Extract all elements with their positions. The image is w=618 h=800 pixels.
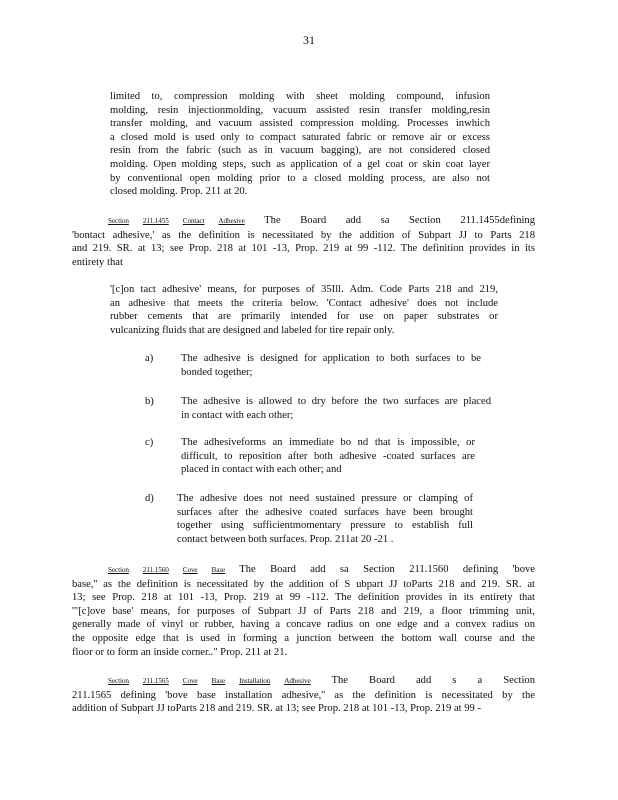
section-first-line bbox=[72, 674, 535, 689]
section-cove-base bbox=[72, 563, 535, 659]
item-letter: c) bbox=[145, 437, 154, 448]
item-letter: b) bbox=[145, 396, 154, 407]
item-letter: d) bbox=[145, 493, 154, 504]
quote-line: rubber cements that are primarily intended for use on paper substrates or bbox=[110, 311, 498, 323]
section-contact-adhesive bbox=[72, 214, 535, 269]
section-cove-base-installation bbox=[72, 674, 535, 716]
quote-line: an adhesive that meets the criteria below. 'Contact adhesive' does not include bbox=[110, 297, 498, 309]
body-line: 13; see Prop. 218 at 101 -13, Prop. 219 at 99 -112. The definition provides in its entirety that bbox=[72, 592, 535, 604]
section-heading: Section 211.1455 Contact Adhesive bbox=[108, 217, 245, 225]
quote-line: by conventional open molding prior to a closed molding process, are also not bbox=[110, 172, 490, 184]
item-text: The adhesive is allowed to dry before the two surfaces are placed in contact with each other; bbox=[181, 396, 491, 421]
quote-line: molding, resin injectionmolding, vacuum assisted resin transfer molding,resin bbox=[110, 104, 490, 116]
item-text: The adhesive does not need sustained pressure or clamping of surfaces after the adhesive coated surfaces have been brought together using sufficientmomentary pressure to establish full contact between both surfaces. Prop. 211at 20 -21 . bbox=[177, 493, 473, 545]
body-line: 211.1565 defining 'bove base installation adhesive,'' as the definition is necessitated by the bbox=[72, 689, 535, 701]
quote-line: vulcanizing fluids that are designed and labeled for tire repair only. bbox=[110, 324, 395, 336]
quote-line: molding. Open molding steps, such as application of a gel coat or skin coat layer bbox=[110, 158, 490, 170]
body-line: generally made of vinyl or rubber, having a concave radius on one edge and a convex radius on bbox=[72, 619, 535, 631]
quote-line: closed molding. Prop. 211 at 20. bbox=[110, 186, 248, 198]
section-heading: Section 211.1560 Cove Base bbox=[108, 566, 226, 574]
body-line: 'bontact adhesive,' as the definition is necessitated by the addition of Subpart JJ to Parts 218 bbox=[72, 229, 535, 241]
section-heading: Section 211.1565 Cove Base Installation Adhesive bbox=[108, 677, 311, 685]
section-first-line bbox=[72, 563, 535, 578]
quote-line: a closed mold is used only to compact saturated fabric or remove air or excess bbox=[110, 131, 490, 143]
body-line: and 219. SR. at 13; see Prop. 218 at 101 -13, Prop. 219 at 99 -112. The definition provides in its bbox=[72, 243, 535, 255]
body-line: the opposite edge that is used in forming a junction between the bottom wall course and the bbox=[72, 632, 535, 644]
quote-line: '[c]on tact adhesive' means, for purposes of 35Ill. Adm. Code Parts 218 and 219, bbox=[110, 284, 498, 295]
body-line: entirety that bbox=[72, 256, 123, 268]
body-line: '"[c]ove base' means, for purposes of Subpart JJ of Parts 218 and 219, a floor trimming unit, bbox=[72, 605, 535, 617]
page-number: 31 bbox=[303, 33, 315, 47]
item-letter: a) bbox=[145, 353, 154, 364]
body-line: base,'' as the definition is necessitated by the addition of S ubpart JJ toParts 218 and 219. SR. at bbox=[72, 578, 535, 590]
item-text: The adhesive is designed for application to both surfaces to be bonded together; bbox=[181, 353, 481, 378]
body-text: The Board add sa Section 211.1455defining bbox=[264, 215, 535, 226]
quote-line: limited to, compression molding with sheet molding compound, infusion bbox=[110, 91, 490, 102]
body-line: floor or to form an inside corner.." Prop. 211 at 21. bbox=[72, 646, 288, 658]
body-text: The Board add s a Section bbox=[331, 675, 536, 686]
intro-quote-block bbox=[110, 90, 490, 199]
item-text: The adhesiveforms an immediate bo nd that is impossible, or difficult, to reposition after both adhesive -coated surfaces are placed in contact with each other; and bbox=[181, 437, 475, 476]
quote-line: transfer molding, and vacuum assisted compression molding. Processes inwhich bbox=[110, 118, 490, 130]
body-text: The Board add sa Section 211.1560 defining 'bove bbox=[239, 564, 535, 575]
contact-adhesive-quote bbox=[110, 283, 498, 337]
body-line: addition of Subpart JJ toParts 218 and 219. SR. at 13; see Prop. 218 at 101 -13, Prop. 219 at 99 - bbox=[72, 703, 482, 715]
section-first-line bbox=[72, 214, 535, 229]
quote-line: resin from the fabric (such as in vacuum bagging), are not considered closed bbox=[110, 145, 490, 157]
